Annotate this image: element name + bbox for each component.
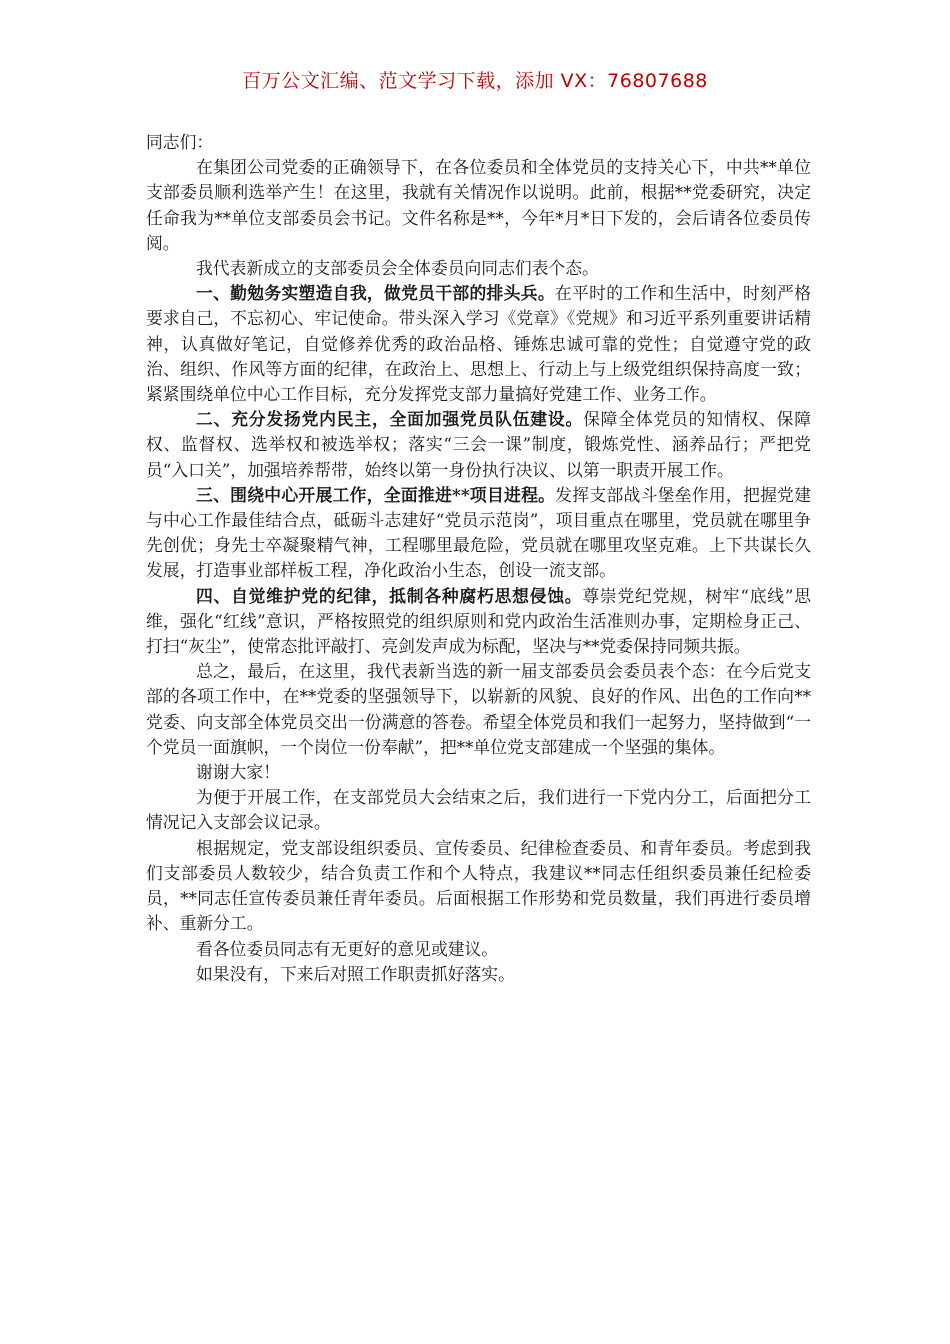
point-heading: 四、自觉维护党的纪律，抵制各种腐朽思想侵蚀。 (196, 585, 583, 606)
point-paragraph-3 (146, 483, 811, 584)
division-detail-paragraph: 根据规定，党支部设组织委员、宣传委员、纪律检查委员、和青年委员。考虑到我们支部委员人数较少，结合负责工作和个人特点，我建议**同志任组织委员兼任纪检委员，**同志任宣传委员兼任青年委员。后面根据工作形势和党员数量，我们再进行委员增补、重新分工。 (146, 837, 811, 934)
summary-paragraph: 总之，最后，在这里，我代表新当选的新一届支部委员会委员表个态：在今后党支部的各项工作中，在**党委的坚强领导下，以崭新的风貌、良好的作风、出色的工作向**党委、向支部全体党员交出一份满意的答卷。希望全体党员和我们一起努力，坚持做到“一个党员一面旗帜，一个岗位一份奉献”，把**单位党支部建成一个坚强的集体。 (146, 661, 811, 757)
point-paragraph-1 (146, 281, 811, 407)
ask-opinion-paragraph: 看各位委员同志有无更好的意见或建议。 (196, 938, 499, 959)
document-body (146, 130, 811, 987)
point-heading: 二、充分发扬党内民主，全面加强党员队伍建设。 (196, 409, 584, 430)
division-intro-paragraph: 为便于开展工作，在支部党员大会结束之后，我们进行一下党内分工，后面把分工情况记入支部会议记录。 (146, 787, 811, 833)
point-body: 发挥支部战斗堡垒作用，把握党建与中心工作最佳结合点，砥砺斗志建好“党员示范岗”，项目重点在哪里，党员就在哪里争先创优；身先士卒凝聚精气神，工程哪里最危险，党员就在哪里攻坚克难。上下共谋长久发展，打造事业部样板工程，净化政治小生态，创设一流支部。 (146, 484, 811, 581)
point-paragraph-2 (146, 407, 811, 483)
point-body: 在平时的工作和生活中，时刻严格要求自己，不忘初心、牢记使命。带头深入学习《党章》《党规》和习近平系列重要讲话精神，认真做好笔记，自觉修养优秀的政治品格、锤炼忠诚可靠的党性；自觉遵守党的政治、组织、作风等方面的纪律，在政治上、思想上、行动上与上级党组织保持高度一致；紧紧围绕单位中心工作目标，充分发挥党支部力量搞好党建工作、业务工作。 (146, 283, 811, 405)
intro-paragraph: 在集团公司党委的正确领导下，在各位委员和全体党员的支持关心下，中共**单位支部委员顺利选举产生！在这里，我就有关情况作以说明。此前，根据**党委研究，决定任命我为**单位支部委员会书记。文件名称是**，今年*月*日下发的，会后请各位委员传阅。 (146, 157, 811, 253)
point-paragraph-4 (146, 584, 811, 660)
stance-paragraph: 我代表新成立的支部委员会全体委员向同志们表个态。 (196, 258, 599, 279)
watermark-header: 百万公文汇编、范文学习下载，添加 VX：76807688 (242, 70, 708, 92)
point-heading: 一、勤勉务实塑造自我，做党员干部的排头兵。 (196, 283, 555, 304)
thanks-paragraph: 谢谢大家！ (196, 762, 280, 783)
point-body: 保障全体党员的知情权、保障权、监督权、选举权和被选举权；落实“三会一课”制度，锻炼党性、涵养品行；严把党员“入口关”，加强培养帮带，始终以第一身份执行决议、以第一职责开展工作。 (146, 409, 811, 480)
closing-paragraph: 如果没有，下来后对照工作职责抓好落实。 (196, 963, 515, 984)
salutation: 同志们： (146, 132, 214, 152)
point-body: 尊崇党纪党规，树牢“底线”思维，强化“红线”意识，严格按照党的组织原则和党内政治生活准则办事，定期检身正己、打扫“灰尘”，使常态批评敲打、亮剑发声成为标配，坚决与**党委保持同频共振。 (146, 585, 811, 657)
point-heading: 三、围绕中心开展工作，全面推进**项目进程。 (196, 484, 556, 505)
